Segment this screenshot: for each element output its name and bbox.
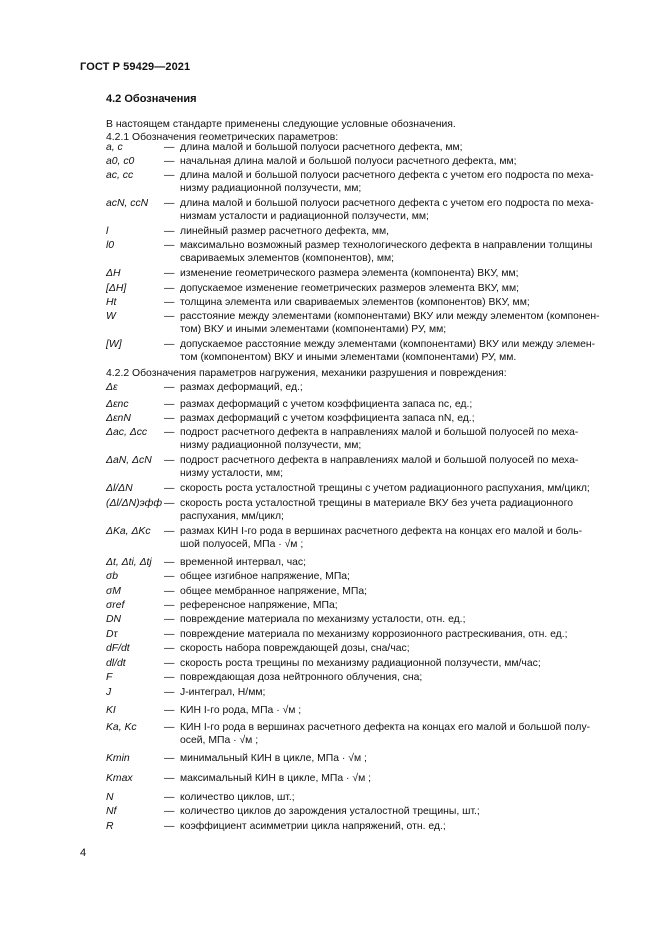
em-dash: — xyxy=(164,382,175,393)
definition-line: свариваемых элементов (компонентов), мм; xyxy=(180,253,395,264)
definition-line: низму радиационной ползучести, мм; xyxy=(180,183,362,194)
em-dash: — xyxy=(164,614,175,625)
em-dash: — xyxy=(164,339,175,350)
definition xyxy=(180,398,616,411)
em-dash: — xyxy=(164,297,175,308)
definition-line: начальная длина малой и большой полуоси расчетного дефекта, мм; xyxy=(180,156,517,167)
symbol: [W] xyxy=(106,339,122,350)
definition-line: толщина элемента или свариваемых элементов (компонентов) ВКУ, мм; xyxy=(180,297,530,308)
symbol: dl/dt xyxy=(106,658,126,669)
em-dash: — xyxy=(164,722,175,733)
symbol: a0, c0 xyxy=(106,156,135,167)
definition-line: низму усталости, мм; xyxy=(180,468,284,479)
definition-line: размах деформаций с учетом коэффициента запаса nc, ед.; xyxy=(180,399,473,410)
definition xyxy=(180,686,616,699)
definition xyxy=(180,381,616,394)
symbol: Kmin xyxy=(106,753,130,764)
definition-line: скорость роста усталостной трещины в материале ВКУ без учета радиационного xyxy=(180,498,574,509)
definition-line: КИН I-го рода, МПа · √м ; xyxy=(180,705,302,716)
symbol: Δε xyxy=(106,382,118,393)
definition-line: максимально возможный размер технологического дефекта в направлении толщины xyxy=(180,240,593,251)
definition-line: том) ВКУ и иными элементами (компонентами) РУ, мм; xyxy=(180,324,447,335)
definition xyxy=(180,671,616,684)
definition xyxy=(180,169,616,195)
symbol: σref xyxy=(106,600,125,611)
definition-line: допускаемое расстояние между элементами (компонентами) ВКУ или между элемен- xyxy=(180,339,596,350)
intro-text: В настоящем стандарте применены следующие условные обозначения. xyxy=(106,119,456,130)
definition xyxy=(180,338,616,364)
definition-line: линейный размер расчетного дефекта, мм, xyxy=(180,226,390,237)
definition xyxy=(180,225,616,238)
em-dash: — xyxy=(164,643,175,654)
symbol: W xyxy=(106,311,116,322)
em-dash: — xyxy=(164,399,175,410)
em-dash: — xyxy=(164,586,175,597)
em-dash: — xyxy=(164,792,175,803)
symbol: F xyxy=(106,672,113,683)
definition-line: размах деформаций с учетом коэффициента запаса nN, ед.; xyxy=(180,413,475,424)
em-dash: — xyxy=(164,268,175,279)
definition-line: низмам усталости и радиационной ползучести, мм; xyxy=(180,211,429,222)
section-title: 4.2 Обозначения xyxy=(106,93,197,105)
definition-line: общее изгибное напряжение, МПа; xyxy=(180,571,350,582)
em-dash: — xyxy=(164,629,175,640)
definition-line: временной интервал, час; xyxy=(180,557,306,568)
definition xyxy=(180,282,616,295)
symbol: l xyxy=(106,226,109,237)
definition xyxy=(180,704,616,717)
em-dash: — xyxy=(164,226,175,237)
definition-line: КИН I-го рода в вершинах расчетного дефекта на концах его малой и большой полу- xyxy=(180,722,591,733)
symbol: J xyxy=(106,687,112,698)
definition-line: минимальный КИН в цикле, МПа · √м ; xyxy=(180,753,367,764)
definition xyxy=(180,570,616,583)
definition xyxy=(180,791,616,804)
symbol: dF/dt xyxy=(106,643,130,654)
definition-line: количество циклов, шт.; xyxy=(180,792,295,803)
definition-line: изменение геометрического размера элемента (компонента) ВКУ, мм; xyxy=(180,268,519,279)
definition-line: повреждение материала по механизму коррозионного растрескивания, отн. ед.; xyxy=(180,629,568,640)
definition xyxy=(180,556,616,569)
symbol: KI xyxy=(106,705,116,716)
definition xyxy=(180,772,616,785)
symbol: ΔH xyxy=(106,268,121,279)
definition xyxy=(180,141,616,154)
definition-line: J-интеграл, Н/мм; xyxy=(180,687,266,698)
symbol: Dτ xyxy=(106,629,118,640)
definition-line: шой полуосей, МПа · √м ; xyxy=(180,539,304,550)
em-dash: — xyxy=(164,687,175,698)
definition xyxy=(180,628,616,641)
symbol: Δl/ΔN xyxy=(106,483,133,494)
definition-line: коэффициент асимметрии цикла напряжений, отн. ед.; xyxy=(180,821,446,832)
definition xyxy=(180,721,616,747)
definition xyxy=(180,310,616,336)
definition xyxy=(180,296,616,309)
definition xyxy=(180,642,616,655)
subsection-geometric: 4.2.1 Обозначения геометрических параметров: xyxy=(106,132,339,143)
definition xyxy=(180,599,616,612)
em-dash: — xyxy=(164,672,175,683)
page-number: 4 xyxy=(80,847,87,859)
definition-line: референсное напряжение, МПа; xyxy=(180,600,338,611)
em-dash: — xyxy=(164,821,175,832)
definition-line: максимальный КИН в цикле, МПа · √м ; xyxy=(180,773,371,784)
definition-line: повреждение материала по механизму усталости, отн. ед.; xyxy=(180,614,466,625)
em-dash: — xyxy=(164,806,175,817)
definition xyxy=(180,525,616,551)
definition xyxy=(180,613,616,626)
em-dash: — xyxy=(164,413,175,424)
definition xyxy=(180,239,616,265)
symbol: Ht xyxy=(106,297,117,308)
em-dash: — xyxy=(164,526,175,537)
symbol: Kmax xyxy=(106,773,133,784)
em-dash: — xyxy=(164,198,175,209)
standard-code: ГОСТ Р 59429—2021 xyxy=(80,61,191,73)
symbol: R xyxy=(106,821,114,832)
symbol: [ΔH] xyxy=(106,283,127,294)
symbol: Δεnc xyxy=(106,399,129,410)
symbol: ΔaN, ΔcN xyxy=(106,455,152,466)
em-dash: — xyxy=(164,427,175,438)
em-dash: — xyxy=(164,571,175,582)
definition xyxy=(180,197,616,223)
definition xyxy=(180,412,616,425)
definition xyxy=(180,752,616,765)
em-dash: — xyxy=(164,753,175,764)
definition xyxy=(180,497,616,523)
em-dash: — xyxy=(164,283,175,294)
em-dash: — xyxy=(164,483,175,494)
definition-line: общее мембранное напряжение, МПа; xyxy=(180,586,368,597)
em-dash: — xyxy=(164,240,175,251)
definition xyxy=(180,585,616,598)
definition-line: количество циклов до зарождения усталостной трещины, шт.; xyxy=(180,806,480,817)
symbol: Nf xyxy=(106,806,117,817)
em-dash: — xyxy=(164,773,175,784)
em-dash: — xyxy=(164,557,175,568)
em-dash: — xyxy=(164,600,175,611)
symbol: ac, cc xyxy=(106,170,134,181)
definition-line: низму радиационной ползучести, мм; xyxy=(180,440,362,451)
definition-line: длина малой и большой полуоси расчетного дефекта с учетом его подроста по меха- xyxy=(180,170,594,181)
definition-line: расстояние между элементами (компонентами) ВКУ или между элементом (компонен- xyxy=(180,311,600,322)
definition xyxy=(180,820,616,833)
definition xyxy=(180,155,616,168)
symbol: Δac, Δcc xyxy=(106,427,148,438)
definition-line: скорость роста трещины по механизму радиационной ползучести, мм/час; xyxy=(180,658,541,669)
definition xyxy=(180,805,616,818)
subsection-loading: 4.2.2 Обозначения параметров нагружения, механики разрушения и повреждения: xyxy=(106,368,507,379)
symbol: (Δl/ΔN)эфф xyxy=(106,498,163,509)
definition-line: осей, МПа · √м ; xyxy=(180,735,259,746)
definition xyxy=(180,426,616,452)
symbol: Δt, Δti, Δtj xyxy=(106,557,152,568)
em-dash: — xyxy=(164,498,175,509)
definition xyxy=(180,267,616,280)
em-dash: — xyxy=(164,705,175,716)
definition-line: длина малой и большой полуоси расчетного дефекта с учетом его подроста по меха- xyxy=(180,198,594,209)
em-dash: — xyxy=(164,156,175,167)
symbol: Ka, Kc xyxy=(106,722,137,733)
symbol: a, c xyxy=(106,142,123,153)
em-dash: — xyxy=(164,455,175,466)
symbol: σM xyxy=(106,586,121,597)
em-dash: — xyxy=(164,658,175,669)
definition-line: размах деформаций, ед.; xyxy=(180,382,303,393)
symbol: DN xyxy=(106,614,122,625)
definition xyxy=(180,454,616,480)
definition-line: подрост расчетного дефекта в направлениях малой и большой полуосей по меха- xyxy=(180,427,579,438)
definition-line: том (компонентом) ВКУ и иными элементами (компонентами) РУ, мм. xyxy=(180,352,517,363)
definition-line: допускаемое изменение геометрических размеров элемента ВКУ, мм; xyxy=(180,283,519,294)
definition-line: повреждающая доза нейтронного облучения, сна; xyxy=(180,672,423,683)
symbol: ΔεnN xyxy=(106,413,131,424)
symbol: ΔKa, ΔKc xyxy=(106,526,151,537)
symbol: l0 xyxy=(106,240,115,251)
symbol: σb xyxy=(106,571,119,582)
symbol: N xyxy=(106,792,114,803)
em-dash: — xyxy=(164,170,175,181)
definition-line: подрост расчетного дефекта в направлениях малой и большой полуосей по меха- xyxy=(180,455,579,466)
definition-line: скорость набора повреждающей дозы, сна/час; xyxy=(180,643,410,654)
em-dash: — xyxy=(164,142,175,153)
em-dash: — xyxy=(164,311,175,322)
definition xyxy=(180,657,616,670)
definition-line: размах КИН I-го рода в вершинах расчетного дефекта на концах его малой и боль- xyxy=(180,526,583,537)
symbol: acN, ccN xyxy=(106,198,149,209)
definition-line: распухания, мм/цикл; xyxy=(180,511,284,522)
definition xyxy=(180,482,616,495)
definition-line: длина малой и большой полуоси расчетного дефекта, мм; xyxy=(180,142,463,153)
definition-line: скорость роста усталостной трещины с учетом радиационного распухания, мм/цикл; xyxy=(180,483,590,494)
